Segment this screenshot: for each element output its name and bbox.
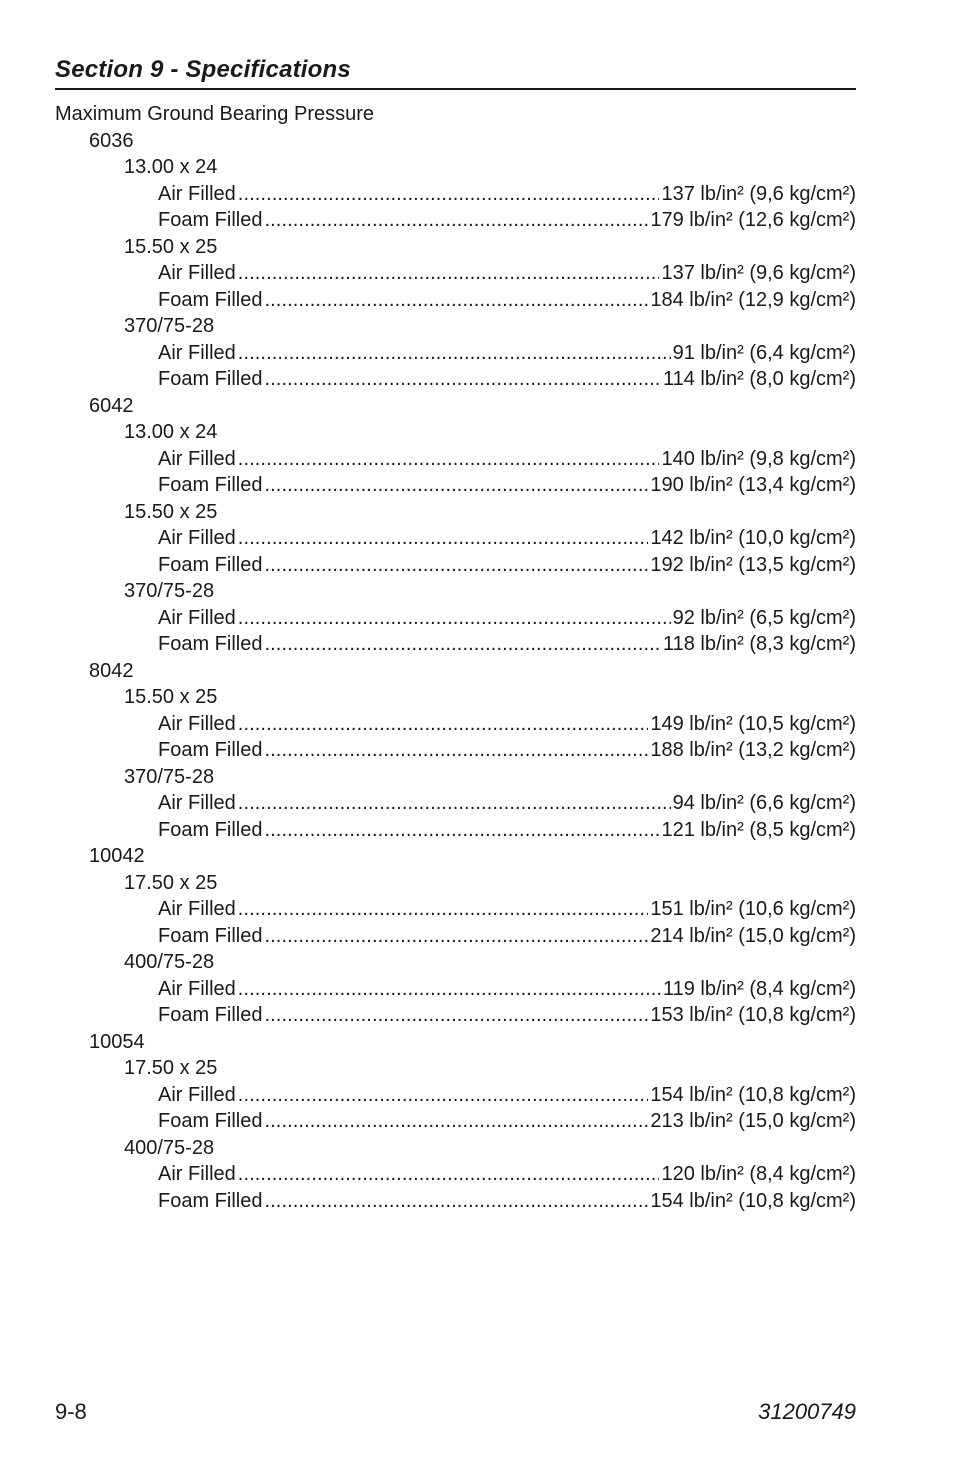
spec-value: 91 lb/in² (6,4 kg/cm²) [672, 341, 856, 364]
dot-leader [238, 1161, 660, 1188]
section-title: Section 9 - Specifications [55, 56, 351, 83]
spec-label: Air Filled [158, 606, 236, 629]
spec-label: Air Filled [158, 898, 236, 920]
dot-leader [238, 896, 649, 923]
spec-label: Foam Filled [158, 288, 263, 311]
dot-leader [264, 1108, 648, 1135]
spec-row [55, 711, 856, 738]
spec-value: 192 lb/in² (13,5 kg/cm²) [650, 553, 856, 576]
spec-label: Air Filled [158, 262, 236, 284]
model-name: 10042 [89, 845, 145, 867]
spec-label: Air Filled [158, 447, 236, 470]
spec-value: 154 lb/in² (10,8 kg/cm²) [650, 1083, 856, 1106]
spec-label: Air Filled [158, 792, 236, 814]
spec-content [55, 101, 856, 1214]
spec-row [55, 260, 856, 287]
spec-list [55, 128, 856, 1215]
tire-size: 400/75-28 [124, 951, 215, 973]
tire-size: 15.50 x 25 [124, 235, 218, 258]
tire-size: 13.00 x 24 [124, 421, 218, 443]
spec-row [55, 1002, 856, 1029]
document-number: 31200749 [758, 1399, 856, 1424]
spec-label: Foam Filled [158, 1110, 263, 1132]
spec-value: 120 lb/in² (8,4 kg/cm²) [661, 1163, 856, 1185]
tire-size: 370/75-28 [124, 315, 215, 337]
dot-leader [238, 340, 671, 367]
spec-value: 213 lb/in² (15,0 kg/cm²) [650, 1110, 856, 1132]
spec-value: 149 lb/in² (10,5 kg/cm²) [650, 712, 856, 735]
spec-row [55, 340, 856, 367]
model-name: 8042 [89, 659, 134, 682]
spec-value: 137 lb/in² (9,6 kg/cm²) [661, 182, 856, 205]
spec-label: Foam Filled [158, 368, 263, 390]
spec-row [55, 207, 856, 234]
tire-size: 370/75-28 [124, 580, 215, 602]
dot-leader [238, 525, 649, 552]
spec-row [55, 1108, 856, 1135]
dot-leader [264, 737, 648, 764]
spec-row [55, 896, 856, 923]
dot-leader [264, 923, 648, 950]
dot-leader [238, 605, 671, 632]
tire-size: 17.50 x 25 [124, 871, 218, 894]
dot-leader [238, 181, 660, 208]
spec-value: 153 lb/in² (10,8 kg/cm²) [650, 1004, 856, 1026]
spec-value: 137 lb/in² (9,6 kg/cm²) [661, 262, 856, 284]
tire-size: 17.50 x 25 [124, 1057, 218, 1079]
dot-leader [238, 446, 660, 473]
spec-label: Foam Filled [158, 209, 263, 231]
dot-leader [238, 711, 649, 738]
spec-value: 214 lb/in² (15,0 kg/cm²) [650, 924, 856, 947]
dot-leader [238, 976, 661, 1003]
spec-value: 94 lb/in² (6,6 kg/cm²) [672, 792, 856, 814]
dot-leader [264, 472, 648, 499]
spec-heading: Maximum Ground Bearing Pressure [55, 103, 375, 125]
spec-row [55, 1161, 856, 1188]
spec-row [55, 817, 856, 844]
spec-value: 179 lb/in² (12,6 kg/cm²) [650, 209, 856, 231]
spec-label: Foam Filled [158, 553, 263, 576]
model-name: 6036 [89, 129, 134, 152]
tire-size: 400/75-28 [124, 1136, 215, 1159]
tire-size: 370/75-28 [124, 765, 215, 788]
spec-value: 184 lb/in² (12,9 kg/cm²) [650, 288, 856, 311]
page-header [55, 56, 856, 90]
spec-row [55, 181, 856, 208]
spec-value: 121 lb/in² (8,5 kg/cm²) [661, 818, 856, 841]
spec-value: 188 lb/in² (13,2 kg/cm²) [650, 739, 856, 761]
spec-label: Foam Filled [158, 1004, 263, 1026]
spec-row [55, 525, 856, 552]
spec-value: 151 lb/in² (10,6 kg/cm²) [650, 898, 856, 920]
spec-row [55, 1082, 856, 1109]
spec-row [55, 790, 856, 817]
spec-label: Foam Filled [158, 1189, 263, 1212]
model-name: 10054 [89, 1030, 145, 1053]
spec-label: Foam Filled [158, 924, 263, 947]
spec-label: Foam Filled [158, 818, 263, 841]
spec-value: 190 lb/in² (13,4 kg/cm²) [650, 474, 856, 496]
spec-label: Air Filled [158, 977, 236, 1000]
spec-label: Air Filled [158, 712, 236, 735]
spec-label: Air Filled [158, 527, 236, 549]
dot-leader [264, 207, 648, 234]
spec-row [55, 1188, 856, 1215]
dot-leader [238, 1082, 649, 1109]
tire-size: 15.50 x 25 [124, 500, 218, 523]
spec-row [55, 923, 856, 950]
spec-row [55, 446, 856, 473]
dot-leader [264, 287, 648, 314]
spec-row [55, 605, 856, 632]
spec-value: 142 lb/in² (10,0 kg/cm²) [650, 527, 856, 549]
dot-leader [238, 790, 671, 817]
spec-row [55, 737, 856, 764]
spec-label: Air Filled [158, 1163, 236, 1185]
page-number: 9-8 [55, 1399, 87, 1424]
dot-leader [264, 366, 660, 393]
dot-leader [264, 552, 648, 579]
dot-leader [264, 1002, 648, 1029]
spec-value: 118 lb/in² (8,3 kg/cm²) [662, 633, 856, 655]
spec-row [55, 366, 856, 393]
tire-size: 13.00 x 24 [124, 156, 218, 178]
spec-label: Foam Filled [158, 739, 263, 761]
spec-label: Air Filled [158, 341, 236, 364]
tire-size: 15.50 x 25 [124, 686, 218, 708]
model-name: 6042 [89, 394, 134, 417]
dot-leader [264, 631, 660, 658]
spec-value: 119 lb/in² (8,4 kg/cm²) [662, 977, 856, 1000]
spec-value: 140 lb/in² (9,8 kg/cm²) [661, 447, 856, 470]
spec-row [55, 976, 856, 1003]
spec-label: Air Filled [158, 182, 236, 205]
spec-row [55, 552, 856, 579]
dot-leader [264, 1188, 648, 1215]
spec-value: 154 lb/in² (10,8 kg/cm²) [650, 1189, 856, 1212]
spec-value: 92 lb/in² (6,5 kg/cm²) [672, 606, 856, 629]
spec-label: Foam Filled [158, 633, 263, 655]
spec-row [55, 631, 856, 658]
spec-row [55, 287, 856, 314]
spec-label: Air Filled [158, 1083, 236, 1106]
spec-value: 114 lb/in² (8,0 kg/cm²) [662, 368, 856, 390]
spec-label: Foam Filled [158, 474, 263, 496]
dot-leader [238, 260, 660, 287]
dot-leader [264, 817, 659, 844]
spec-row [55, 472, 856, 499]
